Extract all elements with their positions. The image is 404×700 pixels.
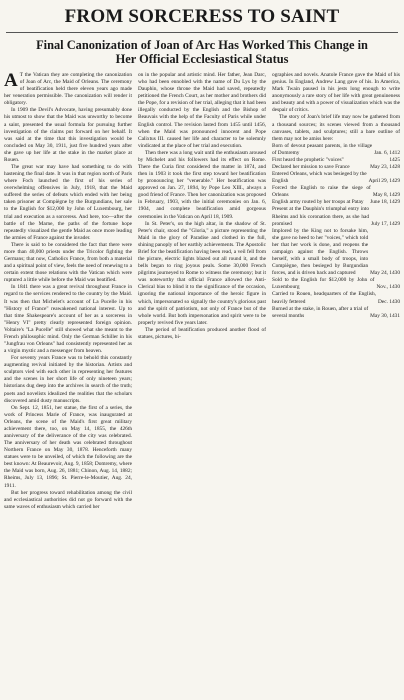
- paragraph: The great war may have had something to do with hastening the final date. It was in that region north of Paris where Foch launched the first of his series of overwhelming offensives in July, 1918, that the Maid suffered the series of defeats which ended with her being taken prisoner at Compiègne by the Burgundians, her sale to the English for $12,000 by John of Luxembourg, her trial and execution as a sorceress. And here, too—after the battle of the Marne, the paths of the fortune hope repeatedly visualized the gentle Maid as once more leading the armies of France against the invader.: [4, 164, 132, 241]
- deck-line-2: Her Official Ecclesiastical Status: [115, 52, 289, 66]
- timeline-event: Implored by the King not to forsake him, she gave no heed to her "voices," which told her that her work is done, and reopens the campaign against the English. Throws herself, with a small body of troops, into Compiègne, then besieged by Burgundian forces, and is driven back and captured: [272, 227, 369, 277]
- headline: FROM SORCERESS TO SAINT: [64, 6, 340, 27]
- timeline-event: Present at the Dauphin's triumphal entry into Rheims and his coronation there, as she had promised: [272, 206, 370, 227]
- timeline-event: Declared her mission to save France: [272, 164, 350, 171]
- column-2: [138, 72, 266, 678]
- paragraph: The story of Joan's brief life may now be gathered from a thousand sources; its scenes viewed from a thousand canvases, tablets, and sculptures; still a bare outline of them may not be amiss here:: [272, 114, 400, 142]
- timeline-item: [272, 185, 400, 199]
- timeline-date: May 24, 1430: [370, 270, 400, 277]
- paragraph: In 1909 the Devil's Advocate, having presumably done his utmost to show that the Maid was unworthy to become a saint, presented the usual formula for pursuing further investigation of the claims put forward on her behalf. It was said at the time that this investigation would be concluded on May 30, 1911, just five hundred years after she gave up her life at the stake in the market place at Rouen.: [4, 107, 132, 163]
- timeline-date: May 23, 1428: [370, 164, 400, 171]
- paragraph: on in the popular and artistic mind. Her father, Jean Darc, who had been ennobled with the name of Du Lys by the Dauphin, whose throne the Maid had saved, repeatedly petitioned the French Court, as her mother and brothers did the Pope, for a revision of her trial, alleging that it had been illegally conducted by the English and the Bishop of Beauvais with the help of the Faculty of Paris while under English control. The revision lasted from 1455 until 1456, when the Maid was pronounced innocent and Pope Calixtus III. caused her life and character to be solemnly vindicated at the place of her trial and execution.: [138, 72, 266, 149]
- timeline-event: Forced the English to raise the siege of Orleans: [272, 185, 371, 199]
- timeline-event: Sold to the English for $12,000 by John of Luxembourg: [272, 277, 375, 291]
- paragraph: There is said to be considered the fact that there were more than 40,000 priests under the Tricolor fighting the Germans; that now, Catholics France, from both a material and a spiritual point of view, feels the need of renewing to a certain extent those relations with the Vatican which were ruptured a little while before the Maid was beatified.: [4, 241, 132, 284]
- paragraph: For seventy years France was to behold this constantly augmenting revival initiated by the historian. Artists and sculptors vied with each other in representing her features and the scenes in her short life of only nineteen years; historians dug deep into the archives in search of the truth; poets and novelists idealized the realities that the scholars discovered amid dusty manuscripts.: [4, 355, 132, 404]
- paragraph: In 1841 there was a great revival throughout France in regard to the services rendered to the country by the Maid. It was then that Michelet's account of La Pucelle in his "History of France" reawakened national interest. Up to that time Shakespeare's account of her as a sorceress in "Henry VI" pretty clearly represented foreign opinion. Voltaire's "La Pucelle" still showed what she meant to the French philosophic mind. Only the German Schiller in his "Jungfrau von Orleans" had consistently represented her as a virgin mystic and a messenger from heaven.: [4, 284, 132, 355]
- paragraph: Then there was a long wait until the enthusiasm aroused by Michelet and his followers had its effect on Rome. There the Curia first considered the matter in 1874, and then in 1903 it took the first step toward her beatification by pronouncing her "venerable." Her beatification was approved on Jan. 27, 1894, by Pope Leo XIII., always a good friend of France. Then her canonization was proposed in February, 1903, with the initial ceremonies on Jan. 6, 1904, and complete beatification amid gorgeous ceremonies in the Vatican on April 18, 1909.: [138, 149, 266, 220]
- timeline-date: June 18, 1429: [370, 199, 400, 206]
- paragraph-text: T the Vatican they are completing the canonization of Joan of Arc, the Maid of Orleans. The ceremony of beatification held there eleven years ago made her veneration permissible. The canonization will render it obligatory.: [4, 72, 132, 107]
- paragraph: But her progress toward rehabilitation among the civil and ecclesiastical authorities did not go forward with the same waves of enthusiasm which carried her: [4, 489, 132, 510]
- drop-cap: A: [4, 72, 18, 91]
- timeline-event: Born of devout peasant parents, in the village of Domremy: [272, 142, 373, 156]
- column-1: [4, 72, 132, 678]
- headline-rule: [6, 32, 398, 33]
- timeline-date: July 17, 1429: [371, 220, 400, 227]
- timeline-event: First heard the prophetic "voices": [272, 156, 344, 163]
- timeline-item: [272, 206, 400, 227]
- deck-headline: [6, 38, 398, 66]
- timeline-event: Entered Orleans, which was besieged by the English: [272, 171, 367, 185]
- deck-line-1: Final Canonization of Joan of Arc Has Worked This Change in: [36, 38, 368, 52]
- timeline-event: Carried to Rouen, headquarters of the English, heavily fettered: [272, 291, 377, 305]
- timeline-item: [272, 143, 400, 157]
- timeline-item: [272, 291, 400, 305]
- paragraph: In St. Peter's, on the high altar, in the shadow of St. Peter's chair, stood the "Gloria," a picture representing the Maid in the glory of Paradise and clothed in the full, shining panoply of her earthly achievements. The Apostolic Brief for the beatification having been read, a veil fell from the picture, electric lights blazed out all round it, and the bells began to ring joyous peals. Some 30,000 French pilgrims journeyed to Rome to witness the ceremony; but it was noteworthy that official France allowed the Anti-Clerical bias to blind it to the significance of the occasion, ignoring the national importance of the heroic figure in which, impersonated so signally the country's glorious past and the spirit of patriotism, not only of France but of the whole world. But both impersonation and spirit were to be properly revived five years later.: [138, 220, 266, 326]
- paragraph: The period of beatification produced another flood of statues, pictures, bi-: [138, 326, 266, 340]
- timeline-date: April 29, 1429: [368, 178, 400, 185]
- timeline-date: May 8, 1429: [372, 192, 400, 199]
- timeline-date: Nov., 1430: [376, 284, 400, 291]
- timeline-item: [272, 277, 400, 291]
- timeline-item: [272, 164, 400, 171]
- paragraph: ographies and novels. Anatole France gave the Maid of his genius. In England, Andrew Lang gave of his. In America, Mark Twain paused in his jests long enough to write anonymously a rare story of her life with great genuineness and beauty and with a power of visualization which was the despair of critics.: [272, 72, 400, 114]
- timeline-date: 1425: [389, 156, 400, 163]
- timeline-event: English army routed by her troops at Patay: [272, 199, 364, 206]
- timeline-list: [272, 143, 400, 320]
- timeline-item: [272, 306, 400, 320]
- timeline-item: [272, 171, 400, 185]
- timeline-date: Dec. 1430: [378, 298, 400, 305]
- paragraph: [4, 72, 132, 107]
- timeline-item: [272, 157, 400, 164]
- article-columns: [4, 72, 400, 678]
- timeline-item: [272, 228, 400, 278]
- timeline-item: [272, 199, 400, 206]
- paragraph: On Sept. 12, 1851, her statue, the first of a series, the work of Princess Marie of France, was inaugurated at Orleans, the scene of the Maid's first great military achievement there, too, on May 14, 1855, the 426th anniversary of the deliverance of the city was celebrated. The anniversary of her death was celebrated throughout Northern France on May 30, 1878. Henceforth many statues were to be unveiled, of which the following are the best known: At Beaurevoir, Aug. 9, 1858; Domremy, where the Maid was born, Aug. 26, 1881; Chinon, Aug. 14, 1882; Rheims, July 13, 1896; St. Pierre-le-Moutier, Aug. 24, 1911.: [4, 404, 132, 489]
- timeline-event: Burned at the stake, in Rouen, after a trial of several months: [272, 305, 369, 319]
- timeline-date: Jan. 6, 1412: [374, 149, 400, 156]
- column-3: [272, 72, 400, 678]
- timeline-date: May 30, 1431: [370, 312, 400, 319]
